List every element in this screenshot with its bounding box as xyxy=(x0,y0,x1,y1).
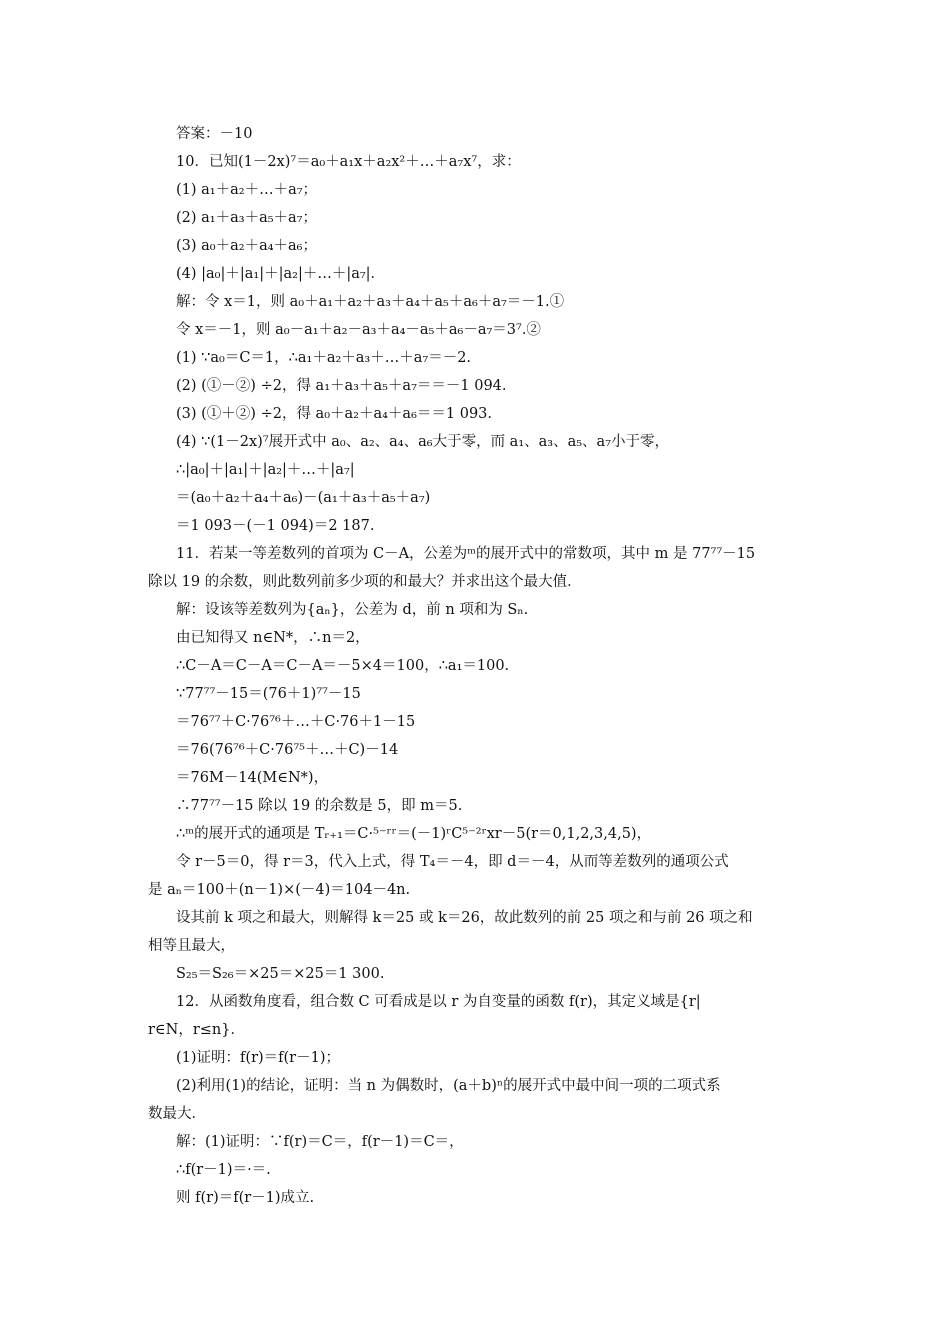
solution-11-line: 令 r－5＝0，得 r＝3，代入上式，得 T₄＝－4，即 d＝－4，从而等差数列的通项公式 xyxy=(176,854,729,870)
solution-11-line: ＝76M－14(M∈N*)， xyxy=(176,770,329,786)
problem-12-statement-cont: r∈N，r≤n}． xyxy=(148,1022,245,1038)
solution-10-line: ＝1 093－(－1 094)＝2 187. xyxy=(176,518,375,534)
solution-11-line: 设其前 k 项之和最大，则解得 k＝25 或 k＝26，故此数列的前 25 项之和与前 26 项之和 xyxy=(176,910,753,926)
solution-10-line: 解：令 x＝1，则 a₀＋a₁＋a₂＋a₃＋a₄＋a₅＋a₆＋a₇＝－1.① xyxy=(176,294,565,310)
problem-12-part-1: (1)证明：f(r)＝f(r－1)； xyxy=(176,1050,340,1066)
solution-10-line: ∴|a₀|＋|a₁|＋|a₂|＋…＋|a₇| xyxy=(176,462,355,478)
solution-10-line: 令 x＝－1，则 a₀－a₁＋a₂－a₃＋a₄－a₅＋a₆－a₇＝3⁷.② xyxy=(176,322,541,338)
problem-10-part-2: (2) a₁＋a₃＋a₅＋a₇； xyxy=(176,210,317,226)
problem-10-part-1: (1) a₁＋a₂＋…＋a₇； xyxy=(176,182,318,198)
solution-11-line: ∴C－A＝C－A＝C－A＝－5×4＝100，∴a₁＝100. xyxy=(176,658,510,674)
solution-12-line: 则 f(r)＝f(r－1)成立. xyxy=(176,1190,315,1206)
solution-11-line: ∵77⁷⁷－15＝(76＋1)⁷⁷－15 xyxy=(176,686,361,702)
problem-11-statement-cont: 除以 19 的余数，则此数列前多少项的和最大？并求出这个最大值． xyxy=(148,574,582,590)
solution-11-line: 解：设该等差数列为{aₙ}，公差为 d，前 n 项和为 Sₙ. xyxy=(176,602,529,618)
solution-10-line: (2) (①－②) ÷2，得 a₁＋a₃＋a₅＋a₇＝＝－1 094. xyxy=(176,378,507,394)
problem-10-statement: 10．已知(1－2x)⁷＝a₀＋a₁x＋a₂x²＋…＋a₇x⁷，求： xyxy=(176,154,521,170)
solution-12-line: 解：(1)证明：∵f(r)＝C＝，f(r－1)＝C＝， xyxy=(176,1134,464,1150)
solution-12-line: ∴f(r－1)＝·＝. xyxy=(176,1162,271,1178)
problem-12-part-2: (2)利用(1)的结论，证明：当 n 为偶数时，(a＋b)ⁿ的展开式中最中间一项的二项式系 xyxy=(176,1078,721,1094)
solution-11-line: ＝76(76⁷⁶＋C·76⁷⁵＋…＋C)－14 xyxy=(176,742,399,758)
solution-11-line: 由已知得又 n∈N*，∴n＝2， xyxy=(176,630,370,646)
solution-11-line-cont: 是 aₙ＝100＋(n－1)×(－4)＝104－4n. xyxy=(148,882,411,898)
answer-line: 答案：－10 xyxy=(176,126,253,142)
solution-11-line: S₂₅＝S₂₆＝×25＝×25＝1 300. xyxy=(176,966,385,982)
solution-11-line: ∴77⁷⁷－15 除以 19 的余数是 5，即 m＝5. xyxy=(176,798,463,814)
solution-10-line: (4) ∵(1－2x)⁷展开式中 a₀、a₂、a₄、a₆大于零，而 a₁、a₃、a₅、a₇小于零， xyxy=(176,434,670,450)
problem-12-statement: 12．从函数角度看，组合数 C 可看成是以 r 为自变量的函数 f(r)，其定义域是{r| xyxy=(176,994,701,1010)
problem-11-statement: 11．若某一等差数列的首项为 C－A，公差为ᵐ的展开式中的常数项，其中 m 是 77⁷⁷－15 xyxy=(176,546,756,562)
solution-10-line: ＝(a₀＋a₂＋a₄＋a₆)－(a₁＋a₃＋a₅＋a₇) xyxy=(176,490,431,506)
solution-11-line: ＝76⁷⁷＋C·76⁷⁶＋…＋C·76＋1－15 xyxy=(176,714,416,730)
problem-12-part-2-cont: 数最大． xyxy=(148,1106,206,1122)
solution-11-line: ∴ᵐ的展开式的通项是 Tᵣ₊₁＝C·⁵⁻ʳʳ＝(－1)ʳC⁵⁻²ʳxr－5(r＝0,1,2,3,4,5)， xyxy=(176,826,652,842)
solution-10-line: (1) ∵a₀＝C＝1，∴a₁＋a₂＋a₃＋…＋a₇＝－2. xyxy=(176,350,472,366)
solution-10-line: (3) (①＋②) ÷2，得 a₀＋a₂＋a₄＋a₆＝＝1 093. xyxy=(176,406,493,422)
solution-11-line-cont: 相等且最大， xyxy=(148,938,235,954)
problem-10-part-3: (3) a₀＋a₂＋a₄＋a₆； xyxy=(176,238,317,254)
problem-10-part-4: (4) |a₀|＋|a₁|＋|a₂|＋…＋|a₇|． xyxy=(176,266,386,282)
